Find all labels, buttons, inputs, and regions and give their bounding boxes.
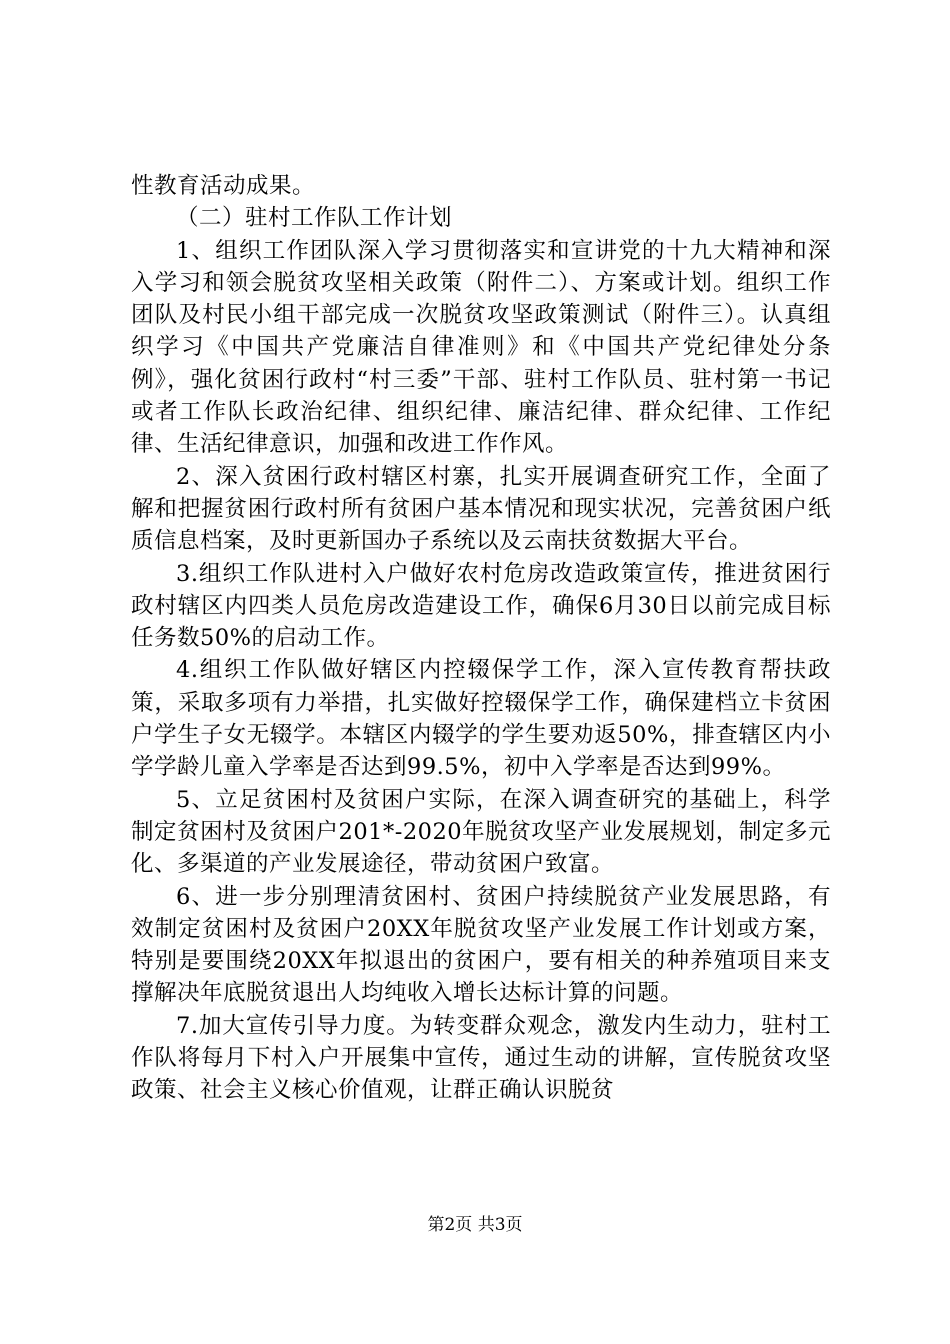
paragraph-item-1: 1、组织工作团队深入学习贯彻落实和宣讲党的十九大精神和深入学习和领会脱贫攻坚相关政策（附件二）、方案或计划。组织工作团队及村民小组干部完成一次脱贫攻坚政策测试（附件三）。认真组织学习《中国共产党廉洁自律准则》和《中国共产党纪律处分条例》，强化贫困行政村“村三委”干部、驻村工作队员、驻村第一书记或者工作队长政治纪律、组织纪律、廉洁纪律、群众纪律、工作纪律、生活纪律意识，加强和改进工作作风。	[131, 237, 831, 458]
page-number: 第2页 共3页	[427, 1215, 523, 1235]
paragraph-item-7: 7.加大宣传引导力度。为转变群众观念，激发内生动力，驻村工作队将每月下村入户开展集中宣传，通过生动的讲解，宣传脱贫攻坚政策、社会主义核心价值观，让群正确认识脱贫	[131, 1012, 831, 1104]
paragraph-item-2: 2、深入贫困行政村辖区村寨，扎实开展调查研究工作，全面了解和把握贫困行政村所有贫困户基本情况和现实状况，完善贫困户纸质信息档案，及时更新国办子系统以及云南扶贫数据大平台。	[131, 463, 831, 555]
document-body	[131, 170, 831, 1107]
paragraph-item-5: 5、立足贫困村及贫困户实际，在深入调查研究的基础上，科学制定贫困村及贫困户201*-2020年脱贫攻坚产业发展规划，制定多元化、多渠道的产业发展途径，带动贫困户致富。	[131, 786, 831, 878]
section-heading: （二）驻村工作队工作计划	[176, 205, 453, 232]
paragraph-continuation: 性教育活动成果。	[131, 173, 316, 199]
paragraph-item-4: 4.组织工作队做好辖区内控辍保学工作，深入宣传教育帮扶政策，采取多项有力举措，扎实做好控辍保学工作，确保建档立卡贫困户学生子女无辍学。本辖区内辍学的学生要劝返50%，排查辖区内小学学龄儿童入学率是否达到99.5%，初中入学率是否达到99%。	[131, 657, 831, 781]
paragraph-item-6: 6、进一步分别理清贫困村、贫困户持续脱贫产业发展思路，有效制定贫困村及贫困户20XX年脱贫攻坚产业发展工作计划或方案，特别是要围绕20XX年拟退出的贫困户，要有相关的种养殖项目来支撑解决年底脱贫退出人均纯收入增长达标计算的问题。	[131, 883, 831, 1007]
page-footer	[0, 1214, 950, 1236]
paragraph-item-3: 3.组织工作队进村入户做好农村危房改造政策宣传，推进贫困行政村辖区内四类人员危房改造建设工作，确保6月30日以前完成目标任务数50%的启动工作。	[131, 560, 831, 652]
